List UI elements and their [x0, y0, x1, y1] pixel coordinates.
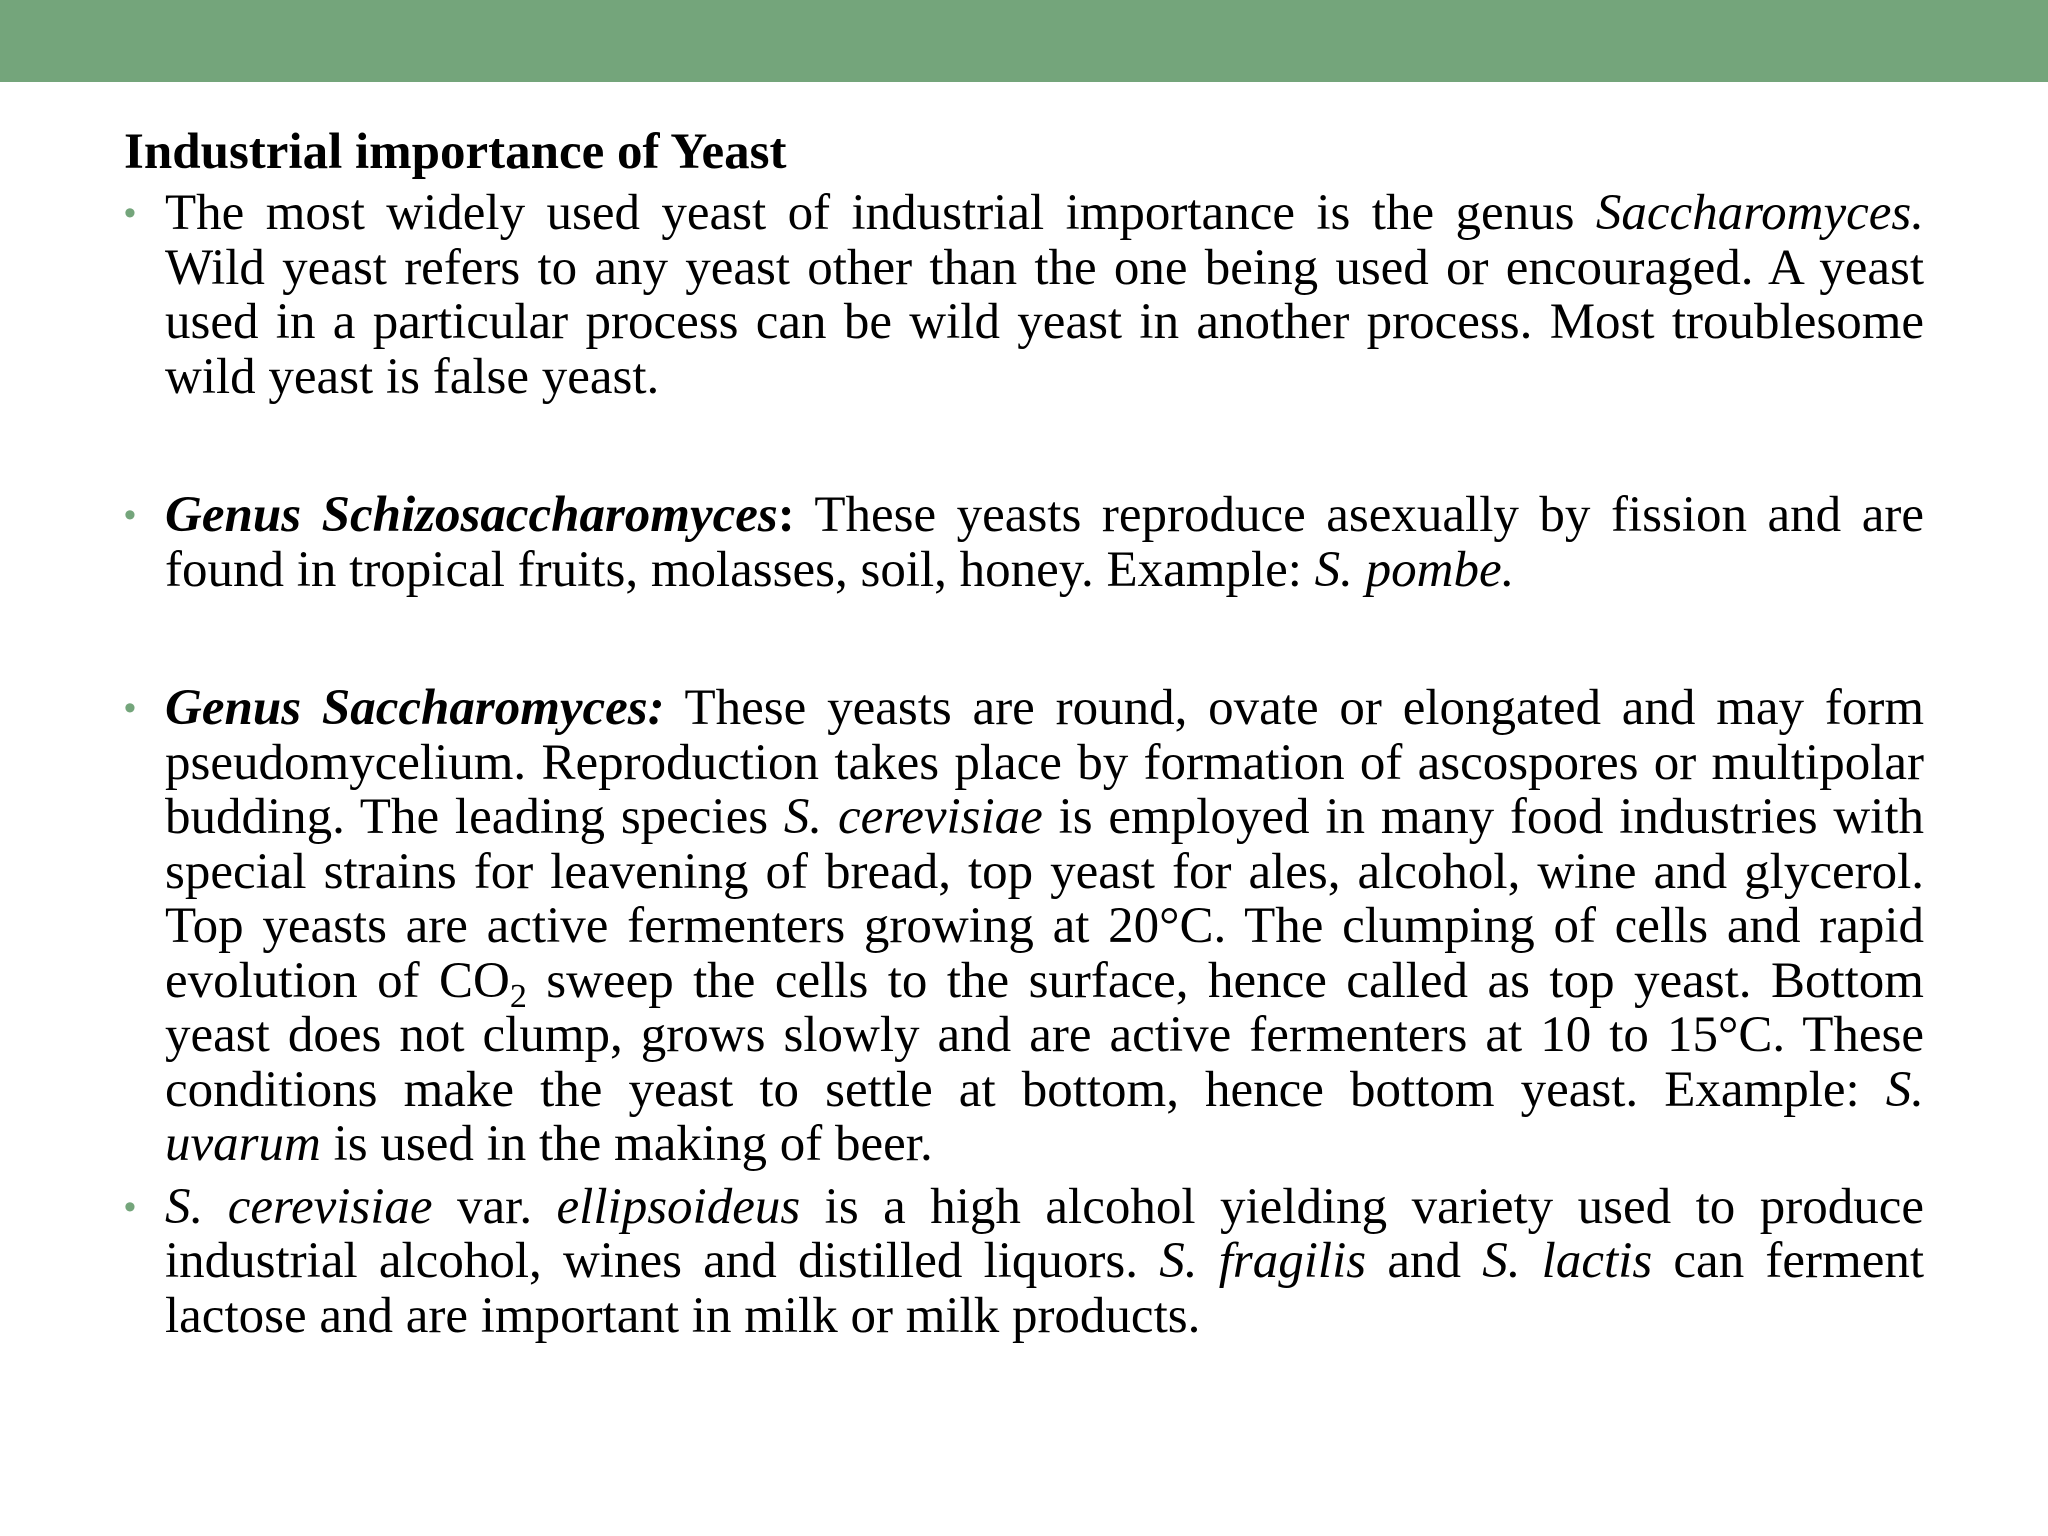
header-band	[0, 0, 2048, 82]
co2-subscript: 2	[509, 977, 527, 1015]
bullet-saccharomyces-intro: • The most widely used yeast of industrial importance is the genus Saccharomyces. Wild yeast refers to any yeast other than the one being used or encouraged. A yeast used in a particular process can be wild yeast in another process. Most troublesome wild yeast is false yeast.	[124, 185, 1924, 405]
variety-name: ellipsoideus	[556, 1178, 801, 1235]
bullet-dot-icon: •	[124, 689, 136, 727]
species-name: S. lactis	[1482, 1233, 1653, 1289]
genus-name: Saccharomyces.	[1595, 185, 1924, 241]
bullet-ellipsoideus: • S. cerevisiae var. ellipsoideus is a high alcohol yielding variety used to produce industrial alcohol, wines and distilled liquors. S. fragilis and S. lactis can ferment lactose and are important in milk or milk products.	[124, 1178, 1924, 1344]
bullet-saccharomyces: • Genus Saccharomyces: These yeasts are round, ovate or elongated and may form pseudomycelium. Reproduction takes place by formation of ascospores or multipolar budding. The leading species S. cerevisiae is employed in many food industries with special strains for leavening of bread, top yeast for ales, alcohol, wine and glycerol. Top yeasts are active fermenters growing at 20°C. The clumping of cells and rapid evolution of $CO_2$ sweep the cells to the surface, hence called as top yeast. Bottom yeast does not clump, grows slowly and are active fermenters at 10 to 15°C. These conditions make the yeast to settle at bottom, hence bottom yeast. Example: S. uvarum is used in the making of beer.	[124, 680, 1925, 1172]
species-name: S. cerevisiae	[165, 1178, 433, 1235]
bullet-list	[124, 186, 1924, 1343]
genus-heading: Genus Saccharomyces:	[165, 680, 665, 736]
slide-title: Industrial importance of Yeast	[124, 124, 787, 180]
bullet-schizosaccharomyces: • Genus Schizosaccharomyces: These yeasts reproduce asexually by fission and are found in tropical fruits, molasses, soil, honey. Example: S. pombe.	[124, 487, 1924, 598]
example-species: S. pombe.	[1314, 541, 1515, 598]
slide-content	[124, 122, 1924, 1343]
bullet-dot-icon: •	[124, 496, 136, 534]
bullet-dot-icon: •	[124, 1187, 136, 1226]
example-species: S. uvarum	[165, 1061, 1924, 1172]
bullet-dot-icon: •	[124, 194, 136, 232]
species-name: S. cerevisiae	[783, 789, 1043, 845]
genus-heading: Genus Schizosaccharomyces	[165, 487, 778, 543]
species-name: S. fragilis	[1159, 1233, 1367, 1289]
